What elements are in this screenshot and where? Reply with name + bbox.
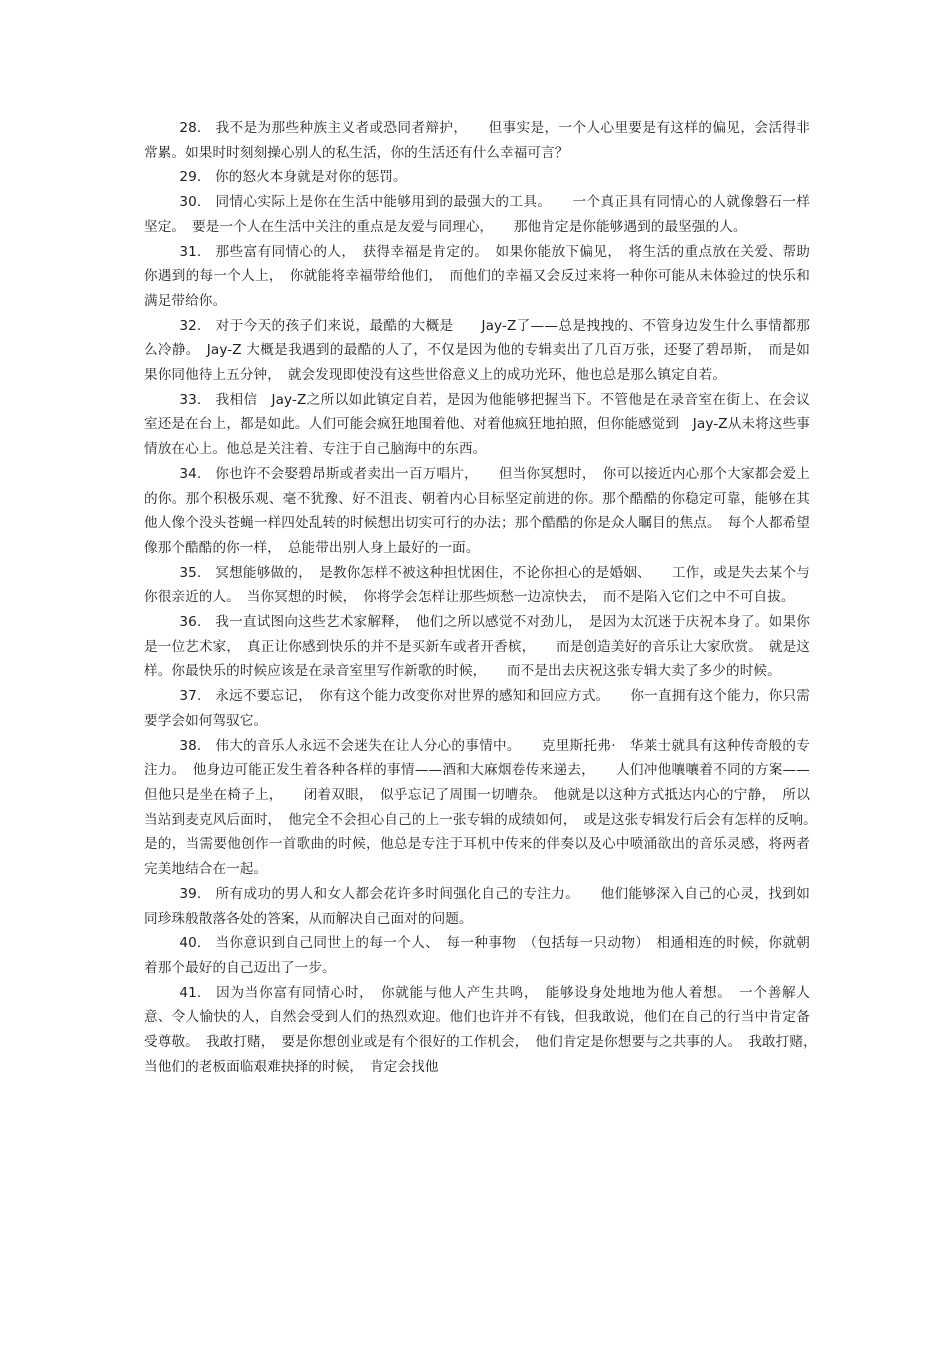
paragraph-39: 39. 所有成功的男人和女人都会花许多时间强化自己的专注力。 他们能够深入自己的心灵，找到如同珍珠般散落各处的答案，从而解决自己面对的问题。 (144, 885, 810, 927)
paragraph-41: 41. 因为当你富有同情心时， 你就能与他人产生共鸣， 能够设身处地地为他人着想。 一个善解人意、令人愉快的人，自然会受到人们的热烈欢迎。他们也许并不有钱，但我敢说，他们在自己的行当中肯定备受尊敬。 我敢打赌， 要是你想创业或是有个很好的工作机会， 他们肯定是你想要与之共事的人。 我敢打赌， 当他们的老板面临艰难抉择的时候， 肯定会找他 (144, 984, 824, 1075)
paragraph-29: 29. 你的怒火本身就是对你的惩罚。 (179, 169, 407, 186)
paragraph-38: 38. 伟大的音乐人永远不会迷失在让人分心的事情中。 克里斯托弗· 华莱士就具有这种传奇般的专注力。 他身边可能正发生着各种各样的事情——酒和大麻烟卷传来递去， 人们冲他嚷嚷着不同的方案——但他只是坐在椅子上， 闭着双眼， 似乎忘记了周围一切嘈杂。 他就是以这种方式抵达内心的宁静， 所以当站到麦克风后面时， 他完全不会担心自己的上一张专辑的成绩如何， 或是这张专辑发行后会有怎样的反响。 是的，当需要他创作一首歌曲的时候，他总是专注于耳机中传来的伴奏以及心中喷涌欲出的音乐灵感，将两者完美地结合在一起。 (144, 737, 824, 878)
paragraph-28: 28. 我不是为那些种族主义者或恐同者辩护， 但事实是，一个人心里要是有这样的偏见，会活得非常累。如果时时刻刻操心别人的私生活，你的生活还有什么幸福可言？ (144, 120, 810, 161)
paragraph-36: 36. 我一直试图向这些艺术家解释， 他们之所以感觉不对劲儿， 是因为太沉迷于庆祝本身了。如果你是一位艺术家， 真正让你感到快乐的并不是买新车或者开香槟， 而是创造美好的音乐让大家欣赏。 就是这样。你最快乐的时候应该是在录音室里写作新歌的时候， 而不是出去庆祝这张专辑大卖了多少的时候。 (144, 614, 810, 680)
paragraph-33: 33. 我相信 Jay-Z之所以如此镇定自若，是因为他能够把握当下。不管他是在录音室在街上、在会议室还是在台上，都是如此。人们可能会疯狂地围着他、对着他疯狂地拍照，但你能感觉到 Jay-Z从未将这些事情放在心上。他总是关注着、专注于自己脑海中的东西。 (144, 391, 810, 458)
paragraph-30: 30. 同情心实际上是你在生活中能够用到的最强大的工具。 一个真正具有同情心的人就像磐石一样坚定。 要是一个人在生活中关注的重点是友爱与同理心， 那他肯定是你能够遇到的最坚强的人。 (144, 194, 810, 235)
paragraph-35: 35. 冥想能够做的， 是教你怎样不被这种担忧困住，不论你担心的是婚姻、 工作，或是失去某个与你很亲近的人。 当你冥想的时候， 你将学会怎样让那些烦愁一边凉快去， 而不是陷入它们之中不可自拔。 (144, 564, 810, 606)
paragraph-40: 40. 当你意识到自己同世上的每一个人、 每一种事物 （包括每一只动物） 相通相连的时候，你就朝着那个最好的自己迈出了一步。 (144, 935, 810, 976)
paragraph-34: 34. 你也许不会娶碧昂斯或者卖出一百万唱片， 但当你冥想时， 你可以接近内心那个大家都会爱上的你。那个积极乐观、毫不犹豫、好不沮丧、朝着内心目标坚定前进的你。那个酷酷的你稳定可靠，能够在其他人像个没头苍蝇一样四处乱转的时候想出切实可行的办法；那个酷酷的你是众人瞩目的焦点。 每个人都希望像那个酷酷的你一样， 总能带出别人身上最好的一面。 (144, 465, 810, 556)
paragraph-37: 37. 永远不要忘记， 你有这个能力改变你对世界的感知和回应方式。 你一直拥有这个能力，你只需要学会如何驾驭它。 (144, 688, 810, 729)
document-body (144, 116, 824, 1079)
paragraph-31: 31. 那些富有同情心的人， 获得幸福是肯定的。 如果你能放下偏见， 将生活的重点放在关爱、帮助你遇到的每一个人上， 你就能将幸福带给他们， 而他们的幸福又会反过来将一种你可能从未体验过的快乐和满足带给你。 (144, 243, 810, 309)
paragraph-32: 32. 对于今天的孩子们来说，最酷的大概是 Jay-Z了——总是拽拽的、不管身边发生什么事情都那么冷静。 Jay-Z 大概是我遇到的最酷的人了，不仅是因为他的专辑卖出了几百万张，还娶了碧昂斯， 而是如果你同他待上五分钟， 就会发现即使没有这些世俗意义上的成功光环，他也总是那么镇定自若。 (144, 317, 810, 384)
